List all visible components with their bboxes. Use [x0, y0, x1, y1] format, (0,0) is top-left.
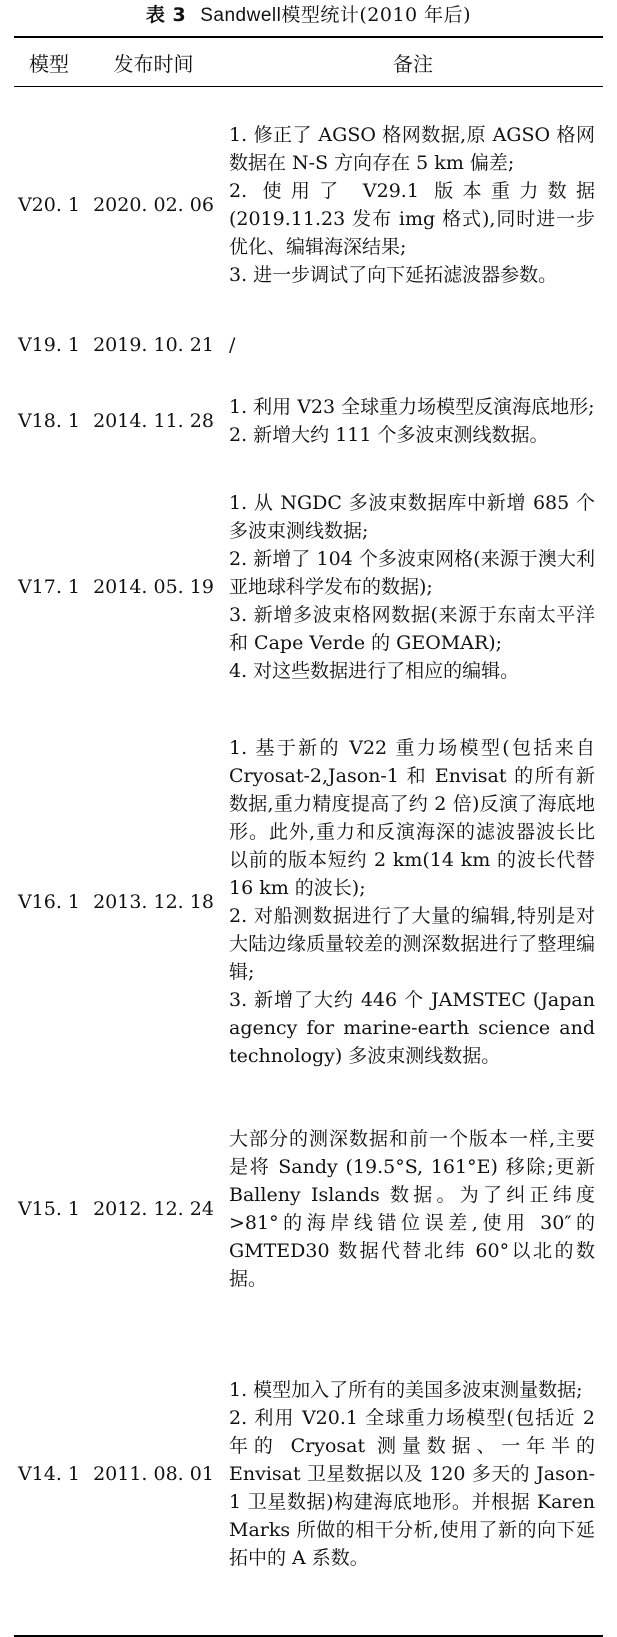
- notes-cell: [223, 87, 603, 324]
- note-line: 3. 新增多波束格网数据(来源于东南太平洋和 Cape Verde 的 GEOMAR);: [229, 604, 595, 654]
- note-line: 3. 新增了大约 446 个 JAMSTEC (Japan agency for marine-earth science and technology) 多波束测线数据。: [229, 989, 595, 1067]
- sandwell-model-table: [14, 36, 603, 1637]
- date-cell: 2020. 02. 06: [93, 194, 214, 216]
- note-line: 2. 利用 V20.1 全球重力场模型(包括近 2 年的 Cryosat 测量数据、一年半的 Envisat 卫星数据以及 120 多天的 Jason-1 卫星数据)构建海底地形。并根据 Karen Marks 所做的相干分析,使用了新的向下延拓中的 A 系数。: [229, 1407, 595, 1569]
- model-cell: V15. 1: [17, 1198, 81, 1220]
- date-cell: 2014. 11. 28: [93, 410, 214, 432]
- table-row: [14, 475, 603, 699]
- note-line: 1. 修正了 AGSO 格网数据,原 AGSO 格网数据在 N-S 方向存在 5 km 偏差;: [229, 124, 595, 174]
- notes-cell: [223, 367, 603, 475]
- table-row: [14, 367, 603, 475]
- note-line: 4. 对这些数据进行了相应的编辑。: [229, 660, 520, 682]
- table-title-name: Sandwell: [200, 5, 282, 26]
- header-date: 发布时间: [84, 37, 223, 87]
- table-title: 模型统计(2010 年后): [281, 4, 472, 26]
- note-line: 2. 使用了 V29.1 版本重力数据(2019.11.23 发布 img 格式),同时进一步优化、编辑海深结果;: [229, 180, 595, 258]
- note-line: 3. 进一步调试了向下延拓滤波器参数。: [229, 264, 558, 286]
- model-cell: V14. 1: [14, 1313, 84, 1636]
- model-cell: V17. 1: [17, 576, 81, 598]
- note-line: /: [229, 334, 236, 356]
- model-cell: V19. 1: [17, 334, 81, 356]
- notes-cell: [223, 475, 603, 699]
- date-cell: 2014. 05. 19: [93, 576, 214, 598]
- table-row: [14, 87, 603, 324]
- model-cell: V16. 1: [17, 891, 81, 913]
- date-cell: 2019. 10. 21: [93, 334, 214, 356]
- header-notes: 备注: [223, 37, 603, 87]
- note-line: 1. 模型加入了所有的美国多波束测量数据;: [229, 1379, 583, 1401]
- date-cell: 2012. 12. 24: [93, 1198, 214, 1220]
- header-row: [14, 37, 603, 87]
- notes-cell: [223, 323, 603, 367]
- table-row: [14, 323, 603, 367]
- notes-cell: [223, 699, 603, 1105]
- model-cell: V20. 1: [17, 194, 81, 216]
- note-line: 2. 对船测数据进行了大量的编辑,特别是对大陆边缘质量较差的测深数据进行了整理编辑;: [229, 905, 595, 983]
- note-line: 1. 基于新的 V22 重力场模型(包括来自 Cryosat-2,Jason-1 和 Envisat 的所有新数据,重力精度提高了约 2 倍)反演了海底地形。此外,重力和反演海深的滤波器波长比以前的版本短约 2 km(14 km 的波长代替 16 km 的波长);: [229, 737, 595, 899]
- note-line: 2. 新增了 104 个多波束网格(来源于澳大利亚地球科学发布的数据);: [229, 548, 595, 598]
- note-line: 2. 新增大约 111 个多波束测线数据。: [229, 424, 549, 446]
- date-cell: 2013. 12. 18: [93, 891, 214, 913]
- note-line: 大部分的测深数据和前一个版本一样,主要是将 Sandy (19.5°S, 161°E) 移除;更新 Balleny Islands 数据。为了纠正纬度>81°的海岸线错位误差,使用 30″的 GMTED30 数据代替北纬 60°以北的数据。: [229, 1128, 595, 1290]
- table-row: [14, 699, 603, 1105]
- note-line: 1. 从 NGDC 多波束数据库中新增 685 个多波束测线数据;: [229, 492, 595, 542]
- table-row: [14, 1313, 603, 1636]
- header-model: 模型: [14, 37, 84, 87]
- table-number: 表 3: [145, 4, 187, 26]
- note-line: 1. 利用 V23 全球重力场模型反演海底地形;: [229, 396, 595, 418]
- notes-cell: [223, 1313, 603, 1636]
- model-cell: V18. 1: [17, 410, 81, 432]
- table-row: [14, 1105, 603, 1313]
- date-cell: 2011. 08. 01: [84, 1313, 223, 1636]
- table-caption: [0, 2, 617, 29]
- notes-cell: [223, 1105, 603, 1313]
